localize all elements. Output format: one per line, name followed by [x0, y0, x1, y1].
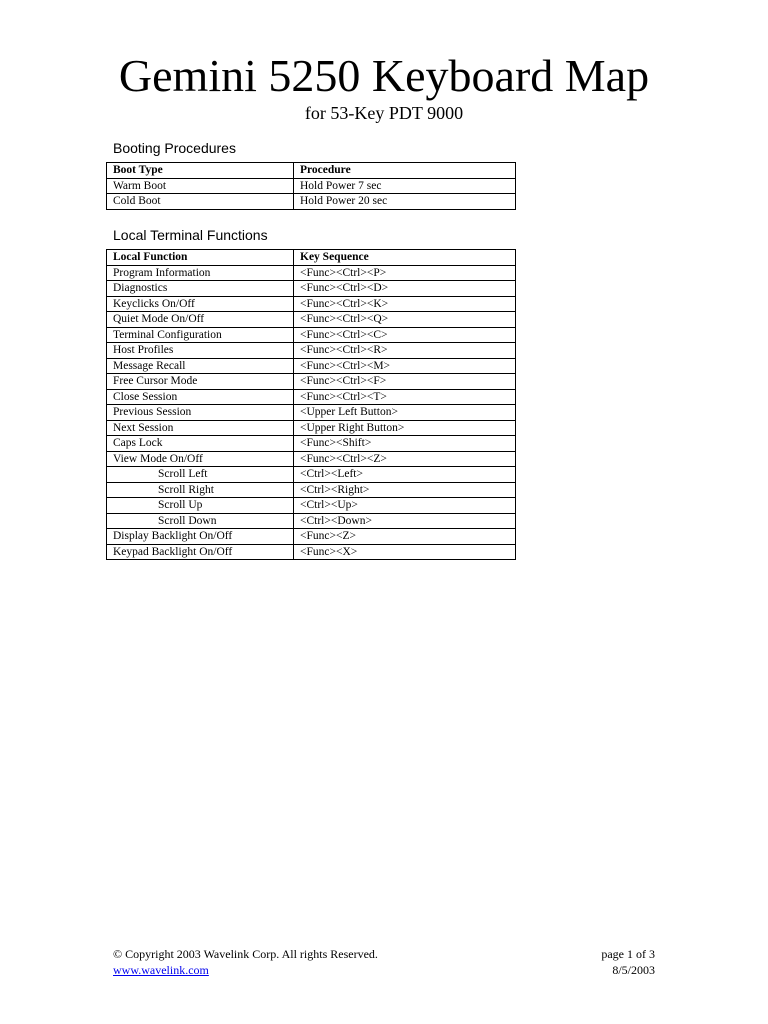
function-cell: Terminal Configuration [107, 327, 294, 343]
boot-type-cell: Cold Boot [107, 194, 294, 210]
table-row [107, 281, 516, 297]
website-link[interactable]: www.wavelink.com [113, 963, 209, 977]
document-title: Gemini 5250 Keyboard Map [118, 50, 650, 101]
booting-procedures-table [106, 162, 516, 210]
function-cell: Caps Lock [107, 436, 294, 452]
local-terminal-functions-heading: Local Terminal Functions [113, 227, 268, 243]
function-cell: Previous Session [107, 405, 294, 421]
key-sequence-cell: <Func><Shift> [294, 436, 516, 452]
table-row [107, 405, 516, 421]
function-cell: Diagnostics [107, 281, 294, 297]
key-sequence-cell: <Func><Ctrl><K> [294, 296, 516, 312]
function-cell: Quiet Mode On/Off [107, 312, 294, 328]
document-subtitle: for 53-Key PDT 9000 [304, 103, 464, 123]
key-sequence-cell: <Ctrl><Right> [294, 482, 516, 498]
table-row [107, 498, 516, 514]
table-row [107, 374, 516, 390]
table-header-row [107, 163, 516, 179]
key-sequence-cell: <Func><Ctrl><P> [294, 265, 516, 281]
table-row [107, 389, 516, 405]
column-header-procedure: Procedure [294, 163, 516, 179]
table-row [107, 327, 516, 343]
procedure-cell: Hold Power 20 sec [294, 194, 516, 210]
table-header-row [107, 250, 516, 266]
table-row [107, 513, 516, 529]
key-sequence-cell: <Func><Ctrl><R> [294, 343, 516, 359]
column-header-local-function: Local Function [107, 250, 294, 266]
key-sequence-cell: <Func><Ctrl><D> [294, 281, 516, 297]
table-row [107, 343, 516, 359]
key-sequence-cell: <Upper Left Button> [294, 405, 516, 421]
function-cell: Keyclicks On/Off [107, 296, 294, 312]
procedure-cell: Hold Power 7 sec [294, 178, 516, 194]
key-sequence-cell: <Func><Ctrl><M> [294, 358, 516, 374]
table-row [107, 529, 516, 545]
page-number: page 1 of 3 [601, 947, 655, 961]
key-sequence-cell: <Func><Z> [294, 529, 516, 545]
function-cell: Scroll Up [107, 498, 294, 514]
function-cell: Scroll Right [107, 482, 294, 498]
key-sequence-cell: <Ctrl><Up> [294, 498, 516, 514]
function-cell: Program Information [107, 265, 294, 281]
function-cell: Free Cursor Mode [107, 374, 294, 390]
table-row [107, 436, 516, 452]
function-cell: Keypad Backlight On/Off [107, 544, 294, 560]
function-cell: Host Profiles [107, 343, 294, 359]
table-row [107, 312, 516, 328]
function-cell: View Mode On/Off [107, 451, 294, 467]
key-sequence-cell: <Ctrl><Down> [294, 513, 516, 529]
boot-type-cell: Warm Boot [107, 178, 294, 194]
footer-link-container [113, 963, 209, 978]
column-header-boot-type: Boot Type [107, 163, 294, 179]
table-row [107, 296, 516, 312]
function-cell: Message Recall [107, 358, 294, 374]
table-row [107, 265, 516, 281]
table-row [107, 467, 516, 483]
copyright-notice: © Copyright 2003 Wavelink Corp. All rights Reserved. [113, 947, 378, 961]
table-row [107, 482, 516, 498]
function-cell: Scroll Down [107, 513, 294, 529]
table-row [107, 178, 516, 194]
function-cell: Display Backlight On/Off [107, 529, 294, 545]
key-sequence-cell: <Func><Ctrl><T> [294, 389, 516, 405]
footer-date: 8/5/2003 [612, 963, 655, 977]
function-cell: Next Session [107, 420, 294, 436]
key-sequence-cell: <Upper Right Button> [294, 420, 516, 436]
function-cell: Scroll Left [107, 467, 294, 483]
key-sequence-cell: <Func><X> [294, 544, 516, 560]
key-sequence-cell: <Ctrl><Left> [294, 467, 516, 483]
table-row [107, 451, 516, 467]
key-sequence-cell: <Func><Ctrl><F> [294, 374, 516, 390]
function-cell: Close Session [107, 389, 294, 405]
booting-procedures-heading: Booting Procedures [113, 140, 236, 156]
table-row [107, 194, 516, 210]
table-row [107, 420, 516, 436]
key-sequence-cell: <Func><Ctrl><Z> [294, 451, 516, 467]
table-row [107, 358, 516, 374]
table-row [107, 544, 516, 560]
column-header-key-sequence: Key Sequence [294, 250, 516, 266]
local-terminal-functions-table [106, 249, 516, 560]
key-sequence-cell: <Func><Ctrl><C> [294, 327, 516, 343]
key-sequence-cell: <Func><Ctrl><Q> [294, 312, 516, 328]
